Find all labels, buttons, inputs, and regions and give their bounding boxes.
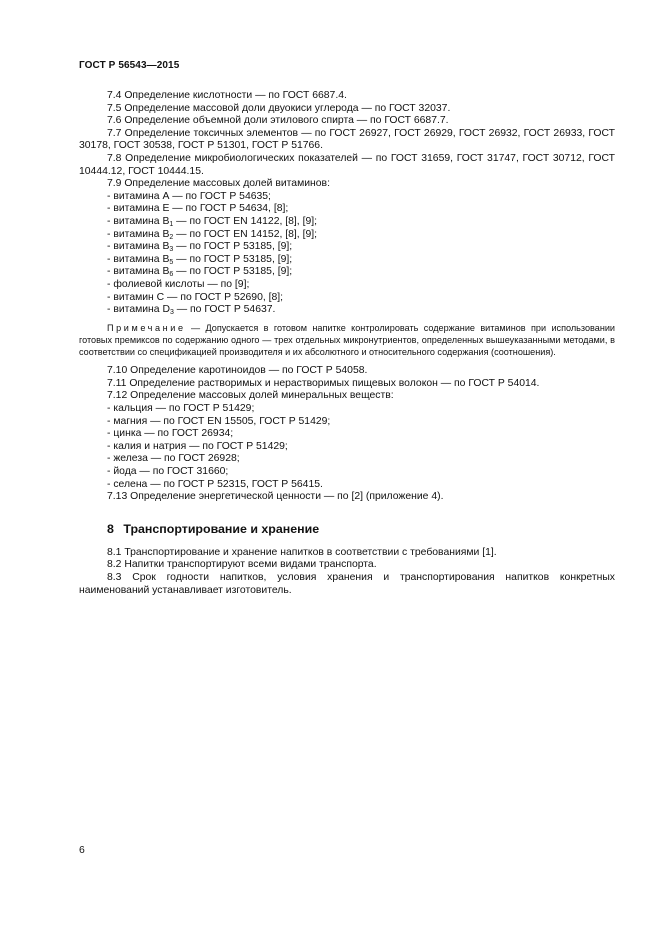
mineral-item: - калия и натрия — по ГОСТ Р 51429; (107, 440, 288, 452)
clause-7-12: 7.12 Определение массовых долей минеральных веществ: (107, 390, 394, 402)
vitamin-b2-subscript: 2 (169, 233, 174, 241)
clause-8-1: 8.1 Транспортирование и хранение напитков в соответствии с требованиями [1]. (107, 546, 497, 558)
vitamin-b2-item (79, 229, 615, 242)
vitamin-b2-label: - витамина В (107, 228, 170, 240)
clause-7-4: 7.4 Определение кислотности — по ГОСТ 6687.4. (107, 90, 347, 101)
clause-7-9: 7.9 Определение массовых долей витаминов: (107, 178, 330, 190)
mineral-item: - магния — по ГОСТ EN 15505, ГОСТ Р 51429; (107, 415, 331, 427)
clause-7-8: 7.8 Определение микробиологических показателей — по ГОСТ 31659, ГОСТ 31747, ГОСТ 30712, ГОСТ 10444.12, ГОСТ 10444.15. (79, 152, 615, 177)
vitamin-d3-item (79, 304, 615, 317)
document-body (79, 90, 615, 597)
mineral-item: - кальция — по ГОСТ Р 51429; (107, 403, 255, 415)
vitamin-b1-method: — по ГОСТ EN 14122, [8], [9]; (173, 215, 318, 227)
vitamin-d3-method: — по ГОСТ Р 54637. (173, 304, 276, 316)
mineral-item: - железа — по ГОСТ 26928; (107, 453, 240, 465)
vitamin-b2-method: — по ГОСТ EN 14152, [8], [9]; (173, 228, 318, 240)
vitamin-b6-subscript: 6 (169, 271, 174, 279)
mineral-item: - цинка — по ГОСТ 26934; (107, 428, 234, 440)
vitamin-b3-item (79, 241, 615, 254)
vitamin-b5-method: — по ГОСТ Р 53185, [9]; (173, 253, 293, 265)
vitamin-d3-subscript: 3 (169, 309, 174, 317)
clause-7-11: 7.11 Определение растворимых и нерастворимых пищевых волокон — по ГОСТ Р 54014. (107, 377, 540, 389)
note-label: Примечание (107, 322, 186, 333)
mineral-item: - селена — по ГОСТ Р 52315, ГОСТ Р 56415. (107, 478, 323, 490)
vitamin-b5-label: - витамина В (107, 253, 170, 265)
vitamin-b6-method: — по ГОСТ Р 53185, [9]; (173, 266, 293, 278)
vitamin-b1-label: - витамина В (107, 215, 170, 227)
clause-7-5: 7.5 Определение массовой доли двуокиси углерода — по ГОСТ 32037. (107, 102, 451, 114)
vitamin-e-item: - витамина Е — по ГОСТ Р 54634, [8]; (107, 203, 289, 215)
page-number: 6 (79, 845, 85, 856)
vitamin-c-item: - витамин С — по ГОСТ Р 52690, [8]; (107, 291, 284, 303)
clause-7-13: 7.13 Определение энергетической ценности — по [2] (приложение 4). (107, 491, 444, 503)
section-8-title: Транспортирование и хранение (123, 521, 320, 536)
vitamin-a-item: - витамина А — по ГОСТ Р 54635; (107, 190, 271, 202)
section-8-number: 8 (107, 521, 114, 536)
vitamin-b3-subscript: 3 (169, 246, 174, 254)
vitamin-b3-label: - витамина В (107, 241, 170, 253)
vitamin-b5-subscript: 5 (169, 258, 174, 266)
vitamin-d3-label: - витамина D (107, 304, 170, 316)
note-text: — Допускается в готовом напитке контролировать содержание витаминов при использовании готовых премиксов по содержанию одного — трех отдельных микронутриентов, определенных вышеуказанными методами, в соответствии со спецификацией производителя и их абсолютного и относительного содержания (соотношения). (79, 322, 615, 358)
folic-acid-item: - фолиевой кислоты — по [9]; (107, 278, 250, 290)
clause-8-2: 8.2 Напитки транспортируют всеми видами транспорта. (107, 559, 377, 571)
note-paragraph (79, 322, 615, 359)
clause-7-10: 7.10 Определение каротиноидов — по ГОСТ Р 54058. (107, 365, 368, 377)
mineral-item: - йода — по ГОСТ 31660; (107, 466, 229, 478)
vitamin-b6-item (79, 266, 615, 279)
document-header: ГОСТ Р 56543—2015 (79, 60, 180, 71)
vitamin-b1-subscript: 1 (169, 220, 174, 228)
vitamin-b1-item (79, 216, 615, 229)
clause-8-3: 8.3 Срок годности напитков, условия хранения и транспортирования напитков конкретных наименований устанавливает изготовитель. (79, 572, 615, 596)
vitamin-b6-label: - витамина В (107, 266, 170, 278)
vitamin-b3-method: — по ГОСТ Р 53185, [9]; (173, 241, 293, 253)
clause-7-6: 7.6 Определение объемной доли этилового спирта — по ГОСТ 6687.7. (107, 115, 449, 127)
clause-7-7: 7.7 Определение токсичных элементов — по ГОСТ 26927, ГОСТ 26929, ГОСТ 26932, ГОСТ 26933, ГОСТ 30178, ГОСТ 30538, ГОСТ Р 51301, ГОСТ Р 51766. (79, 127, 615, 152)
section-8-heading (79, 522, 615, 537)
vitamin-b5-item (79, 254, 615, 267)
